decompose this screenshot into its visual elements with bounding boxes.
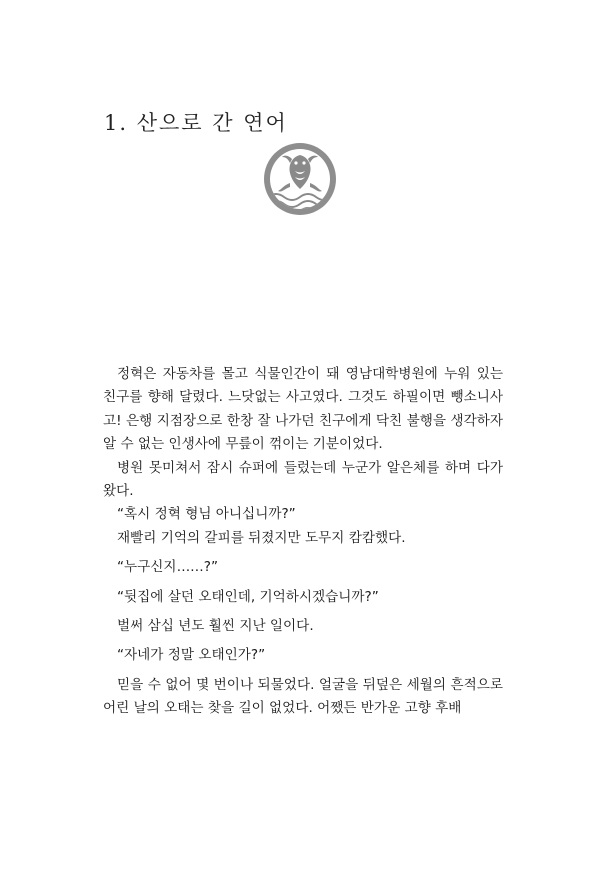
dialog-line: “자네가 정말 오태인가?” xyxy=(117,647,266,664)
paragraph: 벌써 삼십 년도 훨씬 지난 일이다. xyxy=(117,618,314,635)
paragraph: 재빨리 기억의 갈피를 뒤졌지만 도무지 캄캄했다. xyxy=(117,529,406,546)
paragraph: 정혁은 자동차를 몰고 식물인간이 돼 영남대학병원에 누워 있는 친구를 향해 달렸다. 느닷없는 사고였다. 그것도 하필이면 뺑소니사고! 은행 지점장으로 한창 잘 나가던 친구에게 닥친 불행을 생각하자 알 수 없는 인생사에 무릎이 꺾이는 기분이었다. xyxy=(103,366,503,453)
chapter-title: 1. 산으로 간 연어 xyxy=(104,111,288,135)
paragraph: 병원 못미쳐서 잠시 슈퍼에 들렀는데 누군가 알은체를 하며 다가왔다. xyxy=(103,459,503,500)
paragraph: 믿을 수 없어 몇 번이나 되물었다. 얼굴을 뒤덮은 세월의 흔적으로 어린 날의 오태는 찾을 길이 없었다. 어쨌든 반가운 고향 후배 xyxy=(103,676,503,717)
dialog-line: “누구신지……?” xyxy=(117,559,219,576)
body-text xyxy=(103,363,503,721)
carp-fish-emblem-icon xyxy=(262,141,338,217)
dialog-line: “뒷집에 살던 오태인데, 기억하시겠습니까?” xyxy=(117,588,379,605)
dialog-line: “혹시 정혁 형님 아니십니까?” xyxy=(117,506,296,523)
